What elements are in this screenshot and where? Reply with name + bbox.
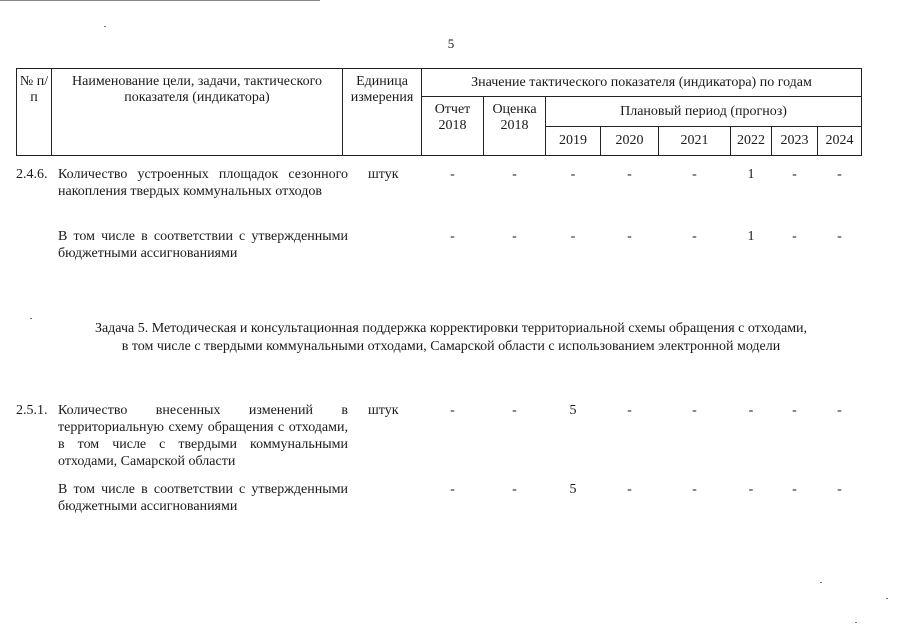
value-2019: - [570, 229, 576, 244]
value-2019: 5 [569, 403, 577, 418]
header-unit: Единица измерения [342, 68, 422, 156]
value-2020: - [627, 167, 632, 182]
scan-speck [820, 582, 822, 583]
value-2024: - [837, 482, 842, 497]
header-num: № п/п [16, 68, 52, 156]
page-number: 5 [447, 36, 455, 51]
table-header [16, 68, 862, 156]
table-row [16, 481, 862, 517]
value-2019: 5 [569, 482, 577, 497]
value-2023: - [792, 403, 797, 418]
header-name: Наименование цели, задачи, тактического показателя (индикатора) [51, 68, 343, 156]
header-year-2019: 2019 [545, 126, 601, 156]
header-year-2022: 2022 [730, 126, 772, 156]
row-name: В том числе в соответствии с утвержденными бюджетными ассигнованиями [58, 482, 348, 514]
row-unit: штук [368, 403, 399, 418]
row-name: Количество внесенных изменений в территориальную схему обращения с отходами, в том числе с твердыми коммунальными отходами, Самарской области [58, 403, 348, 469]
value-2021: - [692, 482, 697, 497]
value-estimate-2018: - [512, 482, 517, 497]
header-year-2023: 2023 [771, 126, 818, 156]
value-2024: - [837, 167, 842, 182]
header-year-2024: 2024 [817, 126, 862, 156]
row-name: Количество устроенных площадок сезонного накопления твердых коммунальных отходов [58, 167, 348, 199]
scan-speck [104, 26, 106, 27]
value-report-2018: - [450, 167, 455, 182]
value-estimate-2018: - [512, 167, 517, 182]
top-rule [0, 0, 320, 1]
value-2020: - [627, 482, 632, 497]
table-row [16, 402, 862, 472]
header-year-2021: 2021 [658, 126, 731, 156]
value-2024: - [837, 403, 842, 418]
value-2021: - [692, 229, 697, 244]
value-2024: - [837, 229, 842, 244]
scan-speck [855, 622, 857, 623]
value-2023: - [792, 167, 797, 182]
header-estimate-2018: Оценка 2018 [483, 96, 546, 156]
value-2020: - [627, 403, 632, 418]
value-2021: - [692, 167, 697, 182]
value-report-2018: - [450, 403, 455, 418]
header-values-by-year: Значение тактического показателя (индикатора) по годам [421, 68, 862, 97]
row-number: 2.4.6. [16, 167, 48, 182]
value-2022: 1 [747, 229, 755, 244]
value-estimate-2018: - [512, 403, 517, 418]
value-2022: - [748, 403, 754, 418]
value-2019: - [570, 167, 576, 182]
task-5-line-1: Задача 5. Методическая и консультационная поддержка корректировки территориальной схемы обращения с отходами, [94, 321, 808, 336]
value-estimate-2018: - [512, 229, 517, 244]
scan-speck [30, 318, 32, 319]
header-report-2018: Отчет 2018 [421, 96, 484, 156]
row-unit: штук [368, 167, 399, 182]
row-name: В том числе в соответствии с утвержденными бюджетными ассигнованиями [58, 229, 348, 261]
value-report-2018: - [450, 229, 455, 244]
scan-speck [886, 598, 888, 599]
header-planned-period: Плановый период (прогноз) [545, 96, 862, 127]
value-2021: - [692, 403, 697, 418]
row-number: 2.5.1. [16, 403, 48, 418]
value-report-2018: - [450, 482, 455, 497]
value-2022: 1 [747, 167, 755, 182]
table-row [16, 228, 862, 264]
value-2020: - [627, 229, 632, 244]
value-2023: - [792, 229, 797, 244]
task-5-line-2: в том числе с твердыми коммунальными отходами, Самарской области с использованием электронной модели [121, 339, 781, 354]
header-year-2020: 2020 [600, 126, 659, 156]
value-2023: - [792, 482, 797, 497]
value-2022: - [748, 482, 754, 497]
table-row [16, 166, 862, 218]
